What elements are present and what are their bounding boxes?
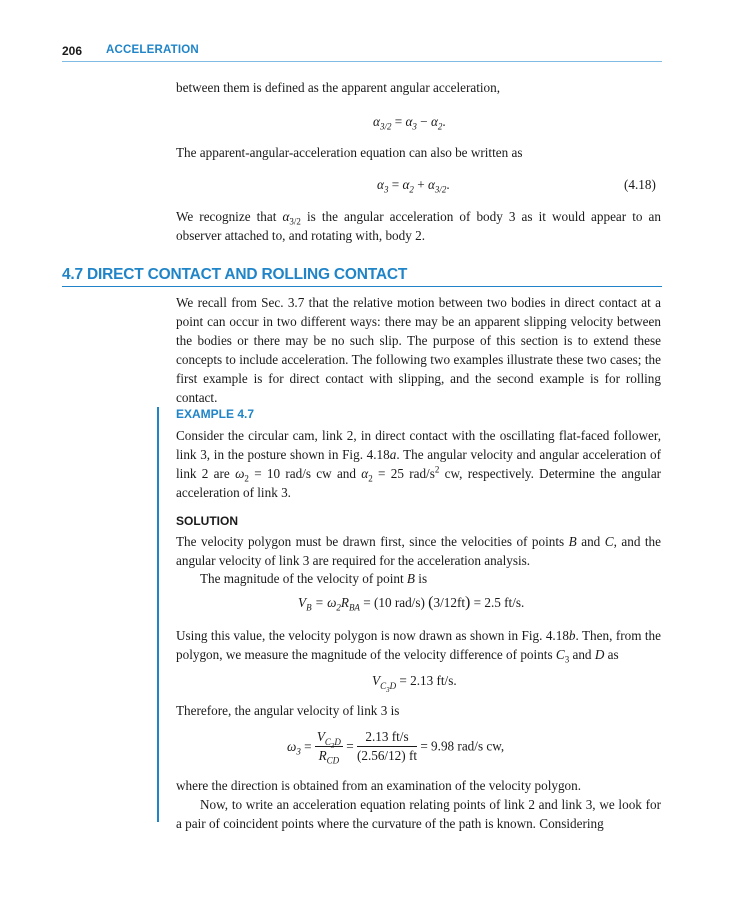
- equation-vc3d: $V_{C_3D} = 2.13$ ft/s.: [372, 673, 457, 694]
- solution-paragraph-6: Now, to write an acceleration equation relating points of link 2 and link 3, we look for a pair of coincident points where the curvature of the path is known. Considering: [176, 797, 661, 831]
- equation-apparent-accel: $\alpha_{3/2} = \alpha_3 - \alpha_2$.: [373, 114, 446, 132]
- solution-paragraph-1: The velocity polygon must be drawn first, since the velocities of points B and C, and the angular velocity of link 3 are required for the acceleration analysis.: [176, 534, 662, 568]
- header-rule: [62, 61, 662, 62]
- equation-4-18: $\alpha_3 = \alpha_2 + \alpha_{3/2}$.: [377, 177, 450, 195]
- equation-vb: $V_B = \omega_2R_{BA} = (10$ rad/s) (3/12ft) = 2.5 ft/s.: [298, 594, 525, 613]
- paragraph-apparent-accel-rewritten: The apparent-angular-acceleration equation can also be written as: [176, 145, 523, 160]
- page-number: 206: [62, 44, 83, 58]
- section-title: 4.7 DIRECT CONTACT AND ROLLING CONTACT: [62, 266, 408, 283]
- example-statement: Consider the circular cam, link 2, in direct contact with the oscillating flat-faced follower, link 3, in the posture shown in Fig. 4.18a. The angular velocity and angular acceleration of link 2 are $\omega_2 = 10$ rad/s cw and $\alpha_2 = 25$ rad/$s^2$ cw, respectively. Determine the angular acceleration of link 3.: [176, 428, 662, 500]
- paragraph-apparent-accel-intro: between them is defined as the apparent angular acceleration,: [176, 80, 501, 95]
- section-intro-paragraph: We recall from Sec. 3.7 that the relative motion between two bodies in direct contact at a point can occur in two different ways: there may be an apparent slipping velocity between the bodies or there may be no such slip. The purpose of this section is to extend these concepts to include acceleration. The following two examples illustrate these two cases; the first example is for direct contact with slipping, and the second example is for rolling contact.: [176, 295, 661, 405]
- solution-paragraph-5: where the direction is obtained from an examination of the velocity polygon.: [176, 778, 582, 793]
- equation-number-4-18: (4.18): [624, 177, 656, 192]
- paragraph-recognize: We recognize that $\alpha_{3/2}$ is the angular acceleration of body 3 as it would appear to an observer attached to, and rotating with, body 2.: [176, 209, 662, 243]
- solution-paragraph-2: The magnitude of the velocity of point B is: [200, 571, 428, 586]
- section-rule: [62, 286, 662, 287]
- solution-paragraph-3: Using this value, the velocity polygon is now drawn as shown in Fig. 4.18b. Then, from the polygon, we measure the magnitude of the velocity difference of points $C_3$ and D as: [176, 628, 661, 665]
- solution-paragraph-4: Therefore, the angular velocity of link 3 is: [176, 703, 400, 718]
- example-sidebar-rule: [157, 407, 159, 822]
- running-title: ACCELERATION: [106, 44, 199, 56]
- equation-omega3: $\omega_3$ = $\frac{V_{C_3D}}{R_{CD}}$ = $\frac{2.13 ft/s}{(2.56/12) ft}$ = 9.98 rad/s cw,: [287, 729, 505, 767]
- solution-title: SOLUTION: [176, 514, 238, 528]
- example-title: EXAMPLE 4.7: [176, 407, 255, 421]
